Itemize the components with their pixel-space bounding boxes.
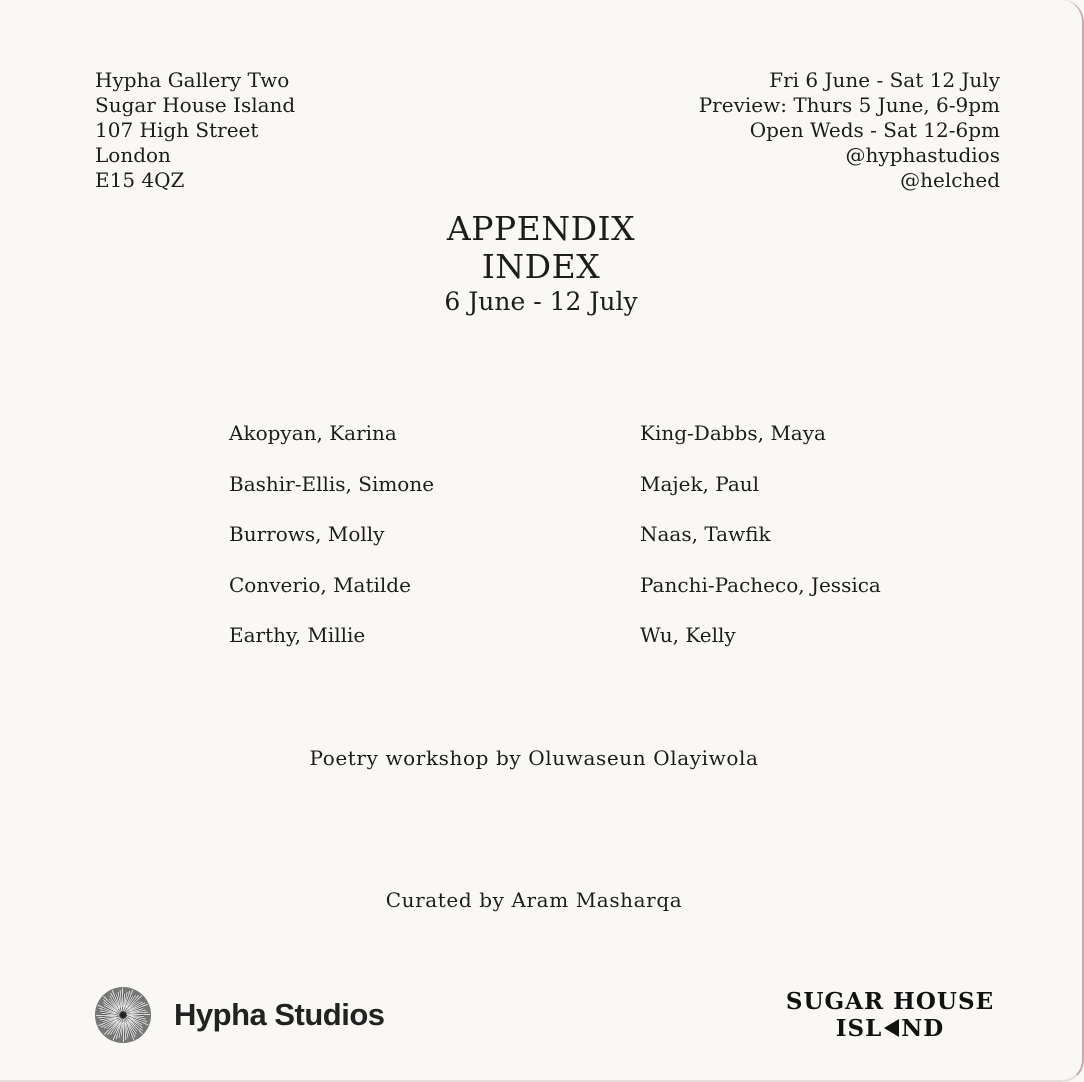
gallery-address (95, 68, 295, 193)
artist-list-right (640, 418, 881, 671)
artist-name: King-Dabbs, Maya (640, 421, 826, 445)
title-line-2: INDEX (481, 247, 601, 286)
sugar-logo-isl: ISL (835, 1015, 883, 1042)
hypha-studios-wordmark: Hypha Studios (174, 997, 385, 1032)
address-line: 107 High Street (95, 118, 259, 142)
address-line: Hypha Gallery Two (95, 68, 290, 92)
artist-name: Akopyan, Karina (229, 421, 397, 445)
sugar-logo-line-2 (770, 1015, 1010, 1042)
info-line: @helched (900, 168, 1000, 192)
artist-name: Wu, Kelly (640, 623, 736, 647)
hypha-studios-logo (94, 986, 385, 1044)
title-line-1: APPENDIX (446, 209, 636, 248)
triangle-a-icon (884, 1019, 899, 1037)
info-line: Open Weds - Sat 12-6pm (749, 118, 1000, 142)
sugar-logo-nd: ND (901, 1015, 945, 1042)
hypha-mycelium-icon (94, 986, 152, 1044)
exhibition-title (0, 210, 1082, 318)
info-line: @hyphastudios (845, 143, 1000, 167)
sugar-house-island-logo (770, 988, 1010, 1042)
info-line: Preview: Thurs 5 June, 6-9pm (698, 93, 1000, 117)
artist-name: Majek, Paul (640, 471, 760, 496)
artist-name: Earthy, Millie (229, 623, 366, 647)
curator-credit: Curated by Aram Masharqa (385, 888, 683, 912)
artist-name: Bashir-Ellis, Simone (229, 471, 435, 496)
artist-name: Panchi-Pacheco, Jessica (640, 572, 881, 597)
workshop-credit: Poetry workshop by Oluwaseun Olayiwola (309, 746, 759, 770)
sugar-logo-line-1: SUGAR HOUSE (785, 988, 995, 1015)
address-line: Sugar House Island (95, 93, 296, 117)
artist-list-left (229, 418, 434, 671)
address-line: E15 4QZ (95, 168, 185, 192)
artist-name: Converio, Matilde (229, 572, 411, 597)
title-dates: 6 June - 12 July (444, 287, 638, 316)
artist-name: Naas, Tawfik (640, 522, 771, 546)
info-line: Fri 6 June - Sat 12 July (769, 68, 1000, 92)
exhibition-info (699, 68, 1000, 193)
address-line: London (95, 143, 171, 167)
artist-name: Burrows, Molly (229, 522, 385, 546)
